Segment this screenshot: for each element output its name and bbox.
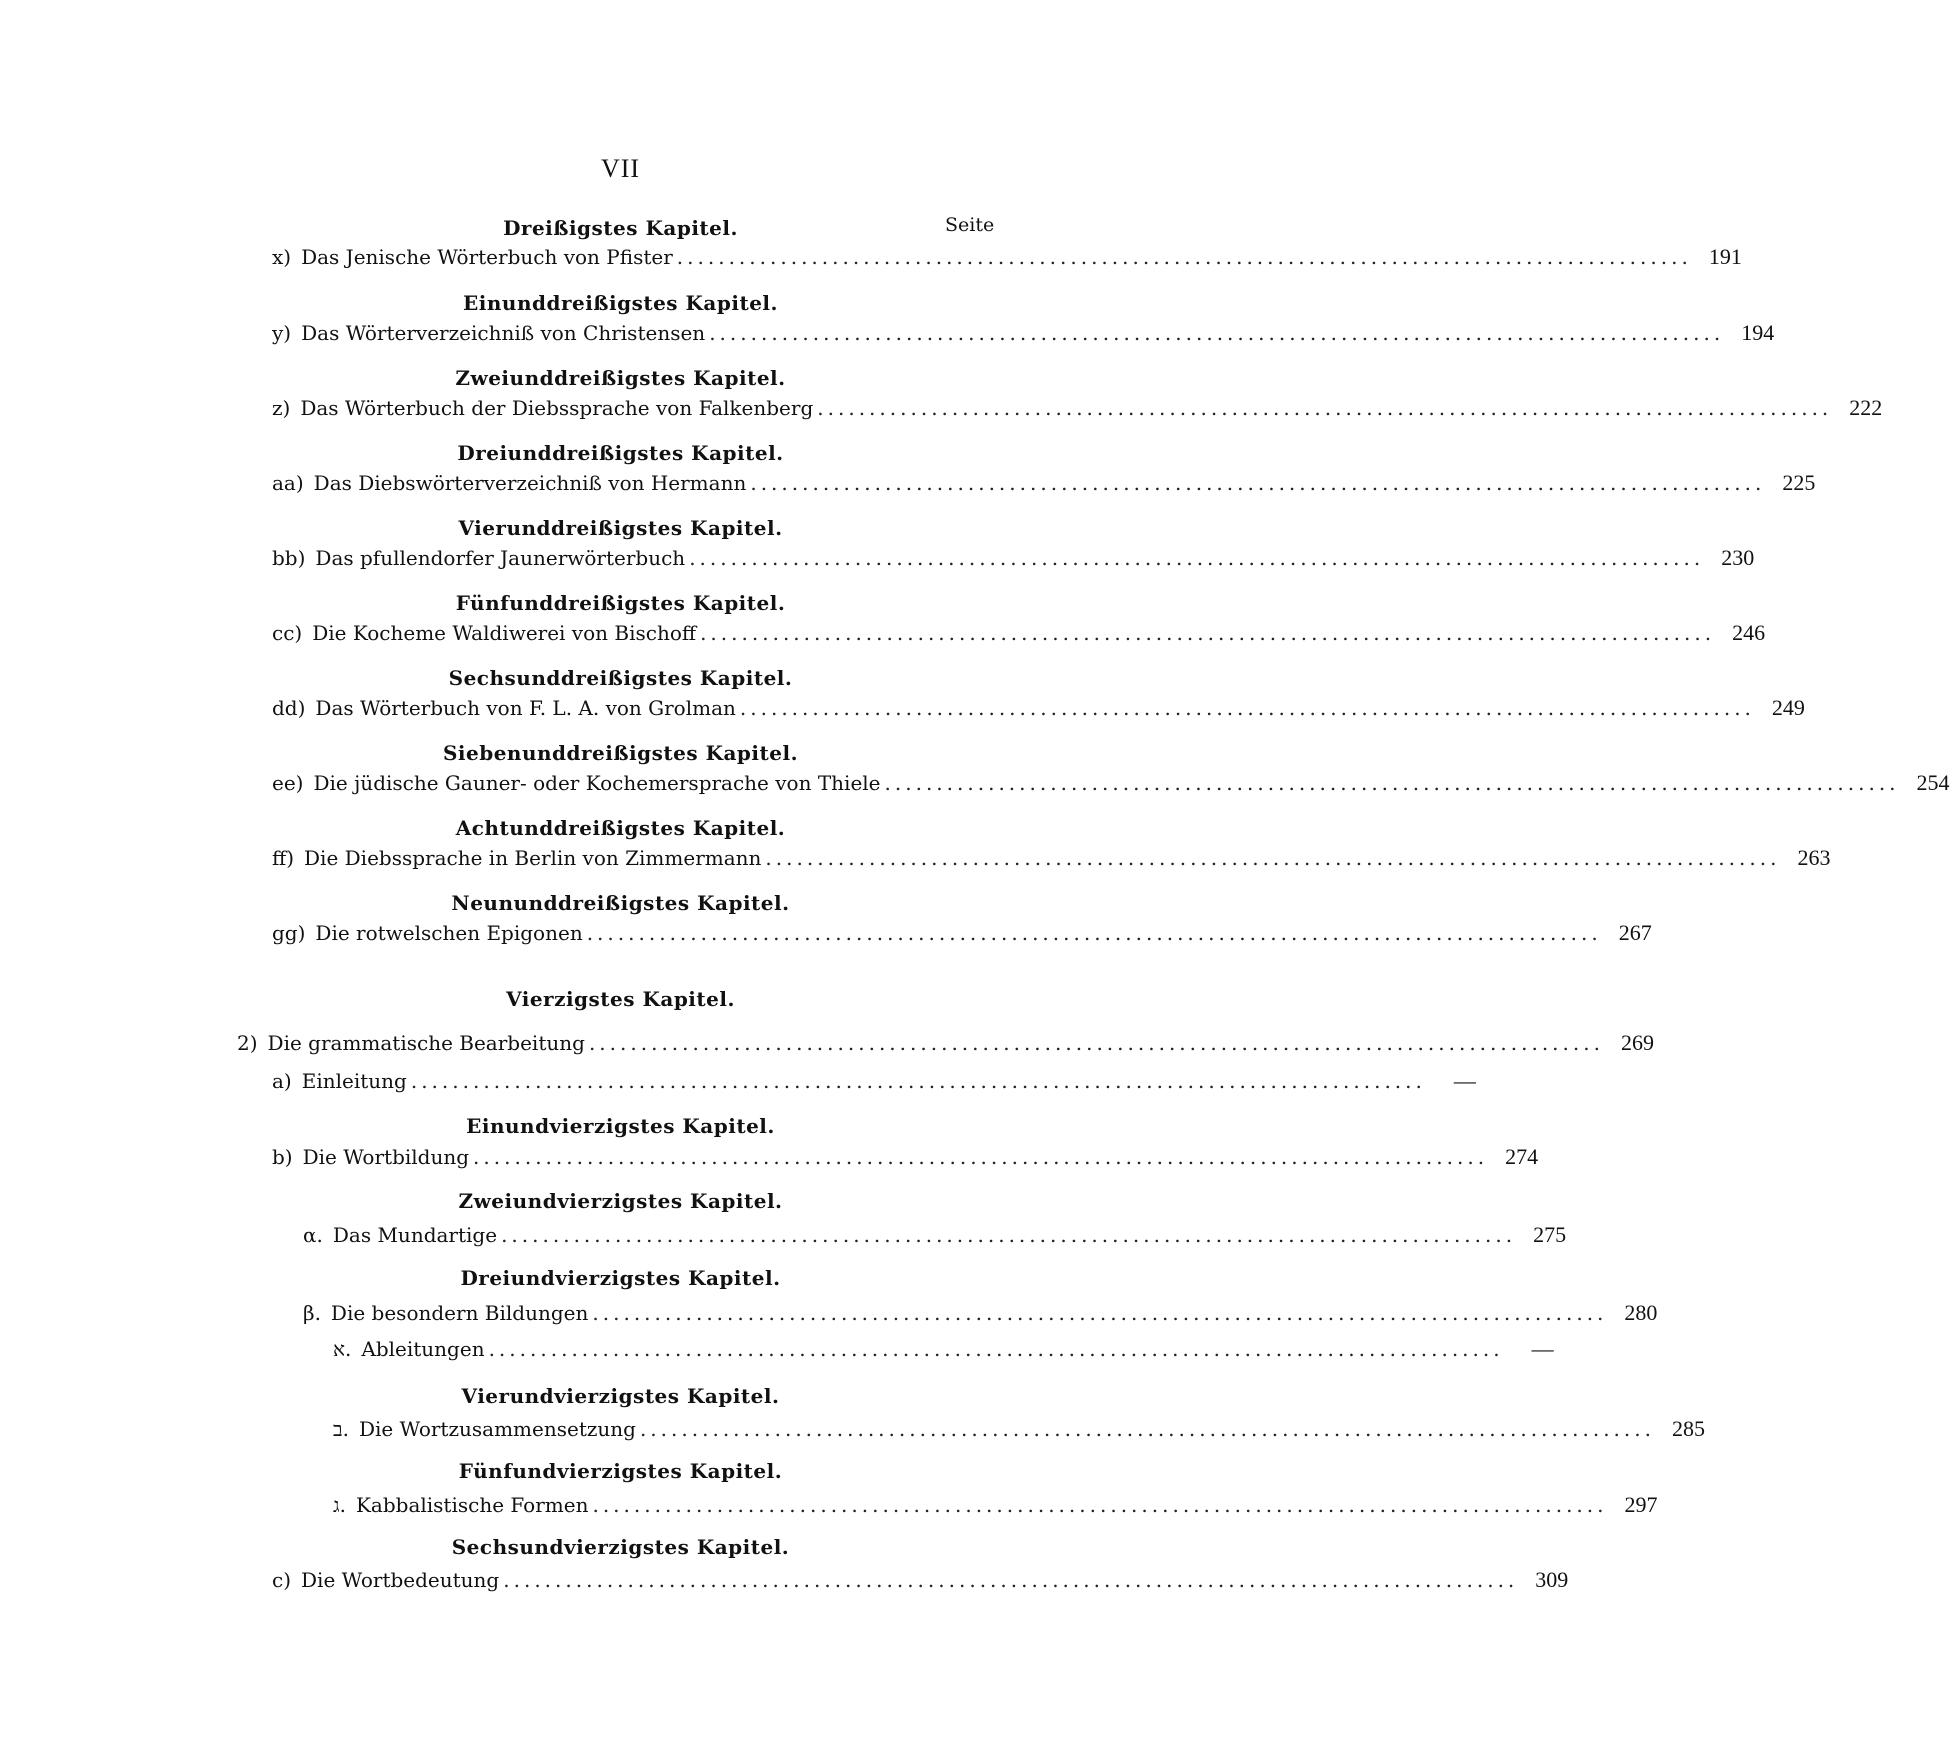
entry-page: 194 xyxy=(1741,320,1775,345)
entry-title: Die besondern Bildungen xyxy=(330,1301,589,1325)
toc-entry[interactable] xyxy=(333,1492,1658,1520)
chapter-heading: Dreiundvierzigstes Kapitel. xyxy=(460,1266,781,1290)
entry-page: 269 xyxy=(1620,1030,1654,1055)
dot-leader: .................................................................................................. xyxy=(473,1145,1489,1169)
entry-label: α. xyxy=(303,1223,323,1247)
chapter-heading: Dreißigstes Kapitel. xyxy=(503,216,738,240)
entry-page: 263 xyxy=(1797,845,1831,870)
toc-entry[interactable] xyxy=(272,320,1775,348)
toc-entry[interactable] xyxy=(272,920,1652,948)
toc-entry[interactable] xyxy=(272,395,1883,423)
entry-title: Das Wörterverzeichniß von Christensen xyxy=(301,321,706,345)
entry-title: Das Wörterbuch von F. L. A. von Grolman xyxy=(315,696,736,720)
entry-title: Ableitungen xyxy=(361,1337,485,1361)
entry-title: Kabbalistische Formen xyxy=(355,1493,589,1517)
toc-entry[interactable] xyxy=(333,1336,1554,1364)
entry-label: ג. xyxy=(333,1493,346,1517)
dot-leader: .................................................................................................. xyxy=(639,1417,1655,1441)
dot-leader: .................................................................................................. xyxy=(588,1031,1604,1055)
entry-title: Die Diebssprache in Berlin von Zimmermann xyxy=(304,846,762,870)
entry-page: 254 xyxy=(1916,770,1950,795)
entry-page: — xyxy=(1453,1068,1476,1093)
entry-title: Das Mundartige xyxy=(332,1223,498,1247)
dot-leader: .................................................................................................. xyxy=(817,396,1833,420)
chapter-heading: Einunddreißigstes Kapitel. xyxy=(463,291,778,315)
page-number: VII xyxy=(600,154,641,183)
entry-label: ee) xyxy=(272,771,304,795)
chapter-heading: Neununddreißigstes Kapitel. xyxy=(451,891,790,915)
entry-label: a) xyxy=(272,1069,292,1093)
toc-entry[interactable] xyxy=(272,845,1831,873)
chapter-heading: Sechsunddreißigstes Kapitel. xyxy=(448,666,793,690)
entry-title: Die Kocheme Waldiwerei von Bischoff xyxy=(312,621,697,645)
entry-label: cc) xyxy=(272,621,303,645)
chapter-heading: Sechsundvierzigstes Kapitel. xyxy=(451,1535,790,1559)
entry-label: aa) xyxy=(272,471,304,495)
chapter-heading: Fünfundvierzigstes Kapitel. xyxy=(458,1459,783,1483)
toc-entry[interactable] xyxy=(272,244,1742,272)
dot-leader: .................................................................................................. xyxy=(592,1301,1608,1325)
entry-label: bb) xyxy=(272,546,306,570)
toc-entry[interactable] xyxy=(303,1300,1658,1328)
entry-title: Die Wortbildung xyxy=(302,1145,470,1169)
seite-column-label: Seite xyxy=(945,214,995,236)
toc-entry[interactable] xyxy=(303,1222,1567,1250)
entry-title: Einleitung xyxy=(301,1069,407,1093)
entry-page: 222 xyxy=(1849,395,1883,420)
chapter-heading: Vierundvierzigstes Kapitel. xyxy=(461,1384,780,1408)
toc-entry[interactable] xyxy=(272,1068,1476,1096)
entry-title: Das pfullendorfer Jaunerwörterbuch xyxy=(315,546,686,570)
chapter-heading: Einundvierzigstes Kapitel. xyxy=(466,1114,775,1138)
entry-label: c) xyxy=(272,1568,292,1592)
entry-label: b) xyxy=(272,1145,293,1169)
entry-page: 249 xyxy=(1771,695,1805,720)
dot-leader: .................................................................................................. xyxy=(676,245,1692,269)
toc-entry[interactable] xyxy=(272,1144,1539,1172)
entry-page: 309 xyxy=(1535,1567,1569,1592)
dot-leader: .................................................................................................. xyxy=(488,1337,1504,1361)
entry-title: Das Jenische Wörterbuch von Pfister xyxy=(301,245,673,269)
dot-leader: .................................................................................................. xyxy=(592,1493,1608,1517)
entry-label: ב. xyxy=(333,1417,349,1441)
toc-entry[interactable] xyxy=(272,620,1766,648)
entry-label: gg) xyxy=(272,921,306,945)
entry-page: 225 xyxy=(1782,470,1816,495)
chapter-heading: Siebenunddreißigstes Kapitel. xyxy=(442,741,799,765)
entry-page: 267 xyxy=(1618,920,1652,945)
entry-title: Die Wortzusammensetzung xyxy=(359,1417,636,1441)
toc-entry[interactable] xyxy=(272,1567,1569,1595)
dot-leader: .................................................................................................. xyxy=(765,846,1781,870)
entry-page: 246 xyxy=(1732,620,1766,645)
entry-label: ff) xyxy=(272,846,295,870)
entry-title: Das Wörterbuch der Diebssprache von Falkenberg xyxy=(300,396,814,420)
entry-label: dd) xyxy=(272,696,306,720)
entry-page: 274 xyxy=(1505,1144,1539,1169)
toc-entry[interactable] xyxy=(272,470,1816,498)
dot-leader: .................................................................................................. xyxy=(884,771,1900,795)
entry-page: 275 xyxy=(1533,1222,1567,1247)
entry-page: — xyxy=(1531,1336,1554,1361)
chapter-heading: Fünfunddreißigstes Kapitel. xyxy=(455,591,786,615)
chapter-heading: Dreiunddreißigstes Kapitel. xyxy=(457,441,784,465)
chapter-heading: Zweiundvierzigstes Kapitel. xyxy=(458,1189,783,1213)
dot-leader: .................................................................................................. xyxy=(501,1223,1517,1247)
entry-title: Die Wortbedeutung xyxy=(301,1568,500,1592)
entry-label: 2) xyxy=(237,1031,258,1055)
dot-leader: .................................................................................................. xyxy=(503,1568,1519,1592)
entry-label: y) xyxy=(272,321,292,345)
entry-page: 285 xyxy=(1671,1416,1705,1441)
chapter-heading: Zweiunddreißigstes Kapitel. xyxy=(455,366,786,390)
dot-leader: .................................................................................................. xyxy=(700,621,1716,645)
dot-leader: .................................................................................................. xyxy=(739,696,1755,720)
entry-page: 280 xyxy=(1624,1300,1658,1325)
dot-leader: .................................................................................................. xyxy=(586,921,1602,945)
toc-entry[interactable] xyxy=(272,695,1805,723)
toc-entry[interactable] xyxy=(272,545,1755,573)
chapter-heading: Vierunddreißigstes Kapitel. xyxy=(458,516,783,540)
entry-label: β. xyxy=(303,1301,321,1325)
dot-leader: .................................................................................................. xyxy=(689,546,1705,570)
dot-leader: .................................................................................................. xyxy=(410,1069,1426,1093)
entry-page: 230 xyxy=(1721,545,1755,570)
dot-leader: .................................................................................................. xyxy=(750,471,1766,495)
toc-entry[interactable] xyxy=(333,1416,1705,1444)
entry-title: Die jüdische Gauner- oder Kochemersprache von Thiele xyxy=(313,771,881,795)
entry-title: Die grammatische Bearbeitung xyxy=(267,1031,585,1055)
chapter-heading: Achtunddreißigstes Kapitel. xyxy=(455,816,786,840)
entry-label: א. xyxy=(333,1337,352,1361)
entry-label: z) xyxy=(272,396,291,420)
dot-leader: .................................................................................................. xyxy=(709,321,1725,345)
toc-entry[interactable] xyxy=(237,1030,1654,1058)
chapter-heading: Vierzigstes Kapitel. xyxy=(506,987,735,1011)
entry-title: Das Diebswörterverzeichniß von Hermann xyxy=(313,471,747,495)
entry-page: 191 xyxy=(1708,244,1742,269)
entry-title: Die rotwelschen Epigonen xyxy=(315,921,583,945)
entry-page: 297 xyxy=(1624,1492,1658,1517)
entry-label: x) xyxy=(272,245,292,269)
toc-entry[interactable] xyxy=(272,770,1950,798)
